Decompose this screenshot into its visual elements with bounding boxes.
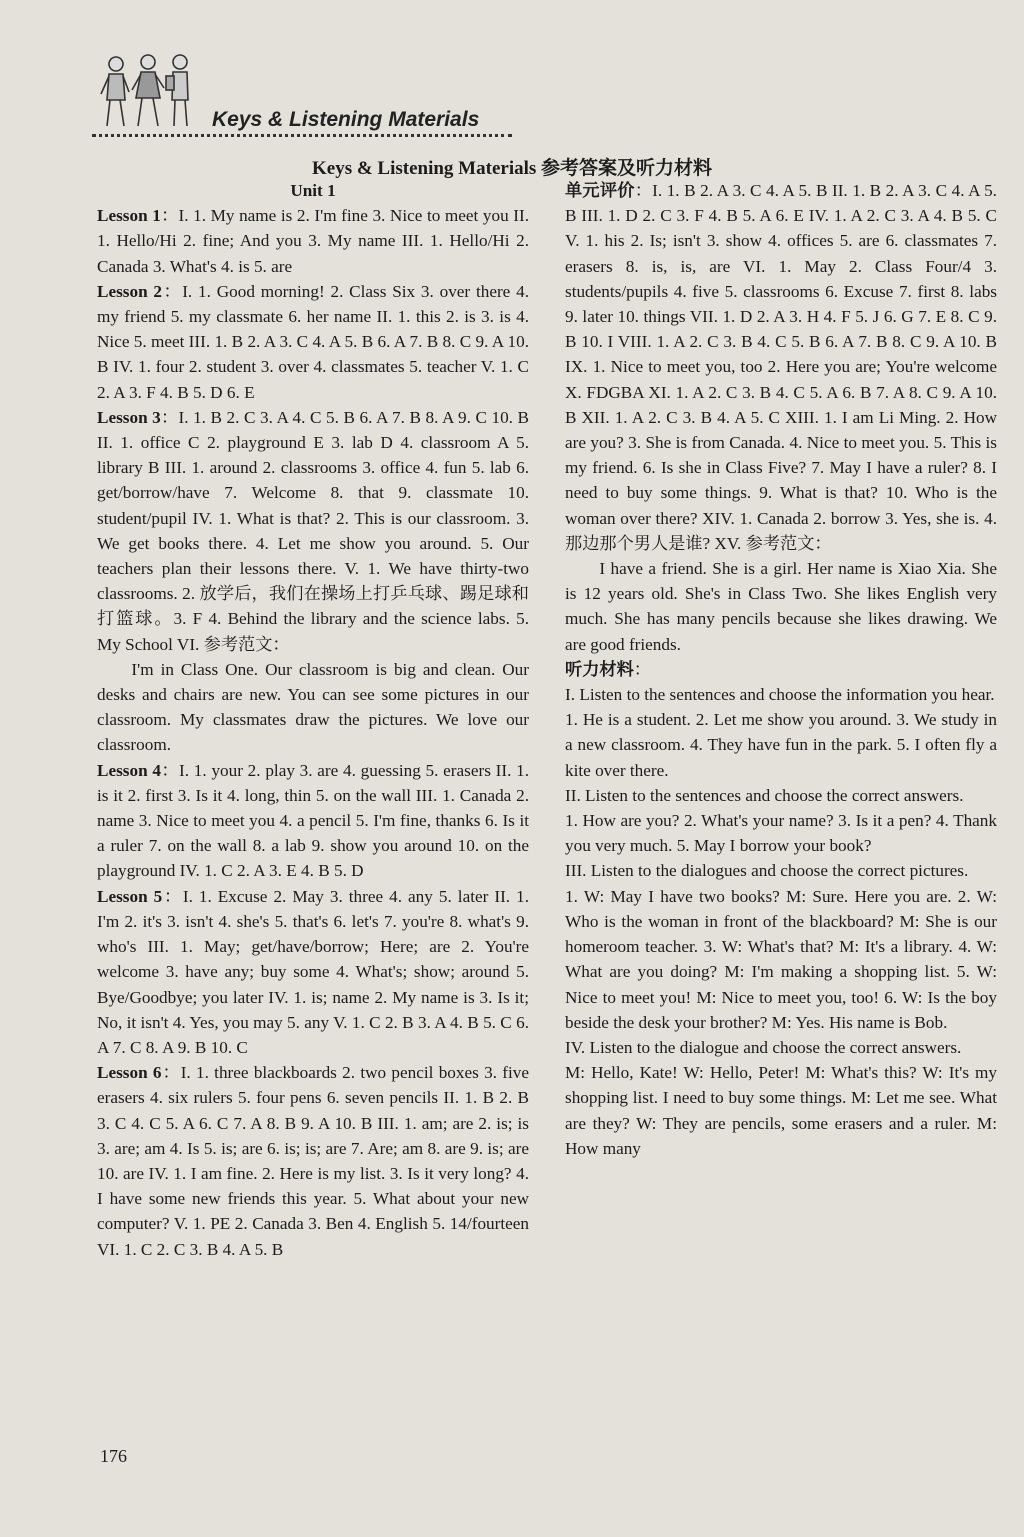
listening-heading bbox=[565, 657, 997, 682]
lesson-label: Lesson 5 bbox=[97, 886, 163, 906]
lesson-label: Lesson 1 bbox=[97, 206, 161, 226]
listening-instruction: III. Listen to the dialogues and choose the correct pictures. bbox=[565, 861, 969, 881]
page-number: 176 bbox=[100, 1446, 127, 1466]
answer-paragraph bbox=[97, 884, 529, 1060]
listening-script: 1. W: May I have two books? M: Sure. Here you are. 2. W: Who is the woman in front of the blackboard? M: She is our homeroom teacher. 3. W: What's that? M: It's a library. 4. W: What are you doing? M: I'm making a shopping list. 5. W: Nice to meet you! M: Nice to meet you, too! 6. W: Is the boy beside the desk your brother? M: Yes. His name is Bob. bbox=[565, 886, 997, 1032]
model-essay bbox=[97, 657, 529, 758]
page-header bbox=[80, 50, 520, 140]
answer-text: ：I. 1. B 2. A 3. C 4. A 5. B II. 1. B 2. A 3. C 4. A 5. B III. 1. D 2. C 3. F 4. B 5. A 6. E IV. 1. A 2. C 3. A 4. B 5. C V. 1. his 2. Is; isn't 3. show 4. offices 5. are 6. classmates 7. erasers 8. is, is, are VI. 1. May 2. Class Four/4 3. students/pupils 4. five 5. classrooms 6. Excuse 7. first 8. labs 9. later 10. things VII. 1. D 2. A 3. H 4. F 5. J 6. G 7. E 8. C 9. B 10. I VIII. 1. A 2. C 3. B 4. C 5. B 6. A 7. B 8. C 9. A 10. B IX. 1. Nice to meet you, too 2. Here you are; You're welcome X. FDGBA XI. 1. A 2. C 3. B 4. C 5. A 6. B 7. A 8. C 9. A 10. B XII. 1. A 2. C 3. B 4. A 5. C XIII. 1. I am Li Ming. 2. How are you? 3. She is from Canada. 4. Nice to meet you. 5. This is my friend. 6. Is she in Class Five? 7. May I have a ruler? 8. I need to buy some things. 9. What is that? 10. Who is the woman over there? XIV. 1. Canada 2. borrow 3. Yes, she is. 4. 那边那个男人是谁? XV. 参考范文： bbox=[565, 181, 997, 553]
answer-text: ：I. 1. B 2. C 3. A 4. C 5. B 6. A 7. B 8. A 9. C 10. B II. 1. office C 2. playground E 3. lab D 4. classroom A 5. library B III. 1. around 2. classrooms 3. office 4. fun 5. lab 6. get/borrow/have 7. Welcome 8. that 9. classmate 10. student/pupil IV. 1. What is that? 2. This is our classroom. 3. We get books there. 4. Let me show you around. 5. Our teachers plan their lessons there. V. 1. We have thirty-two classrooms. 2. 放学后，我们在操场上打乒乓球、踢足球和打篮球。3. F 4. Behind the library and the science labs. 5. My School VI. 参考范文： bbox=[97, 407, 530, 654]
listening-instruction: I. Listen to the sentences and choose the information you hear. bbox=[565, 685, 995, 705]
unit-title: Unit 1 bbox=[290, 181, 336, 200]
students-illustration-icon bbox=[98, 50, 198, 132]
lesson-label: Lesson 6 bbox=[97, 1063, 162, 1083]
header-title: Keys & Listening Materials bbox=[212, 108, 480, 131]
listening-script: 1. He is a student. 2. Let me show you around. 3. We study in a new classroom. 4. They have fun in the park. 5. I often fly a kite over there. bbox=[565, 710, 997, 780]
essay-text: I have a friend. She is a girl. Her name is Xiao Xia. She is 12 years old. She's in Class Two. She likes English very much. She has many pencils because she likes drawing. We are good friends. bbox=[565, 559, 997, 654]
answer-paragraph bbox=[97, 758, 529, 884]
answer-paragraph bbox=[97, 1060, 529, 1262]
listening-instruction: IV. Listen to the dialogue and choose the correct answers. bbox=[565, 1037, 962, 1057]
section-label: 听力材料 bbox=[565, 659, 634, 679]
section-label: 单元评价 bbox=[565, 181, 635, 200]
listening-instruction: II. Listen to the sentences and choose the correct answers. bbox=[565, 785, 964, 805]
model-essay bbox=[565, 556, 997, 657]
answer-text: ：I. 1. My name is 2. I'm fine 3. Nice to meet you II. 1. Hello/Hi 2. fine; And you 3. My name III. 1. Hello/Hi 2. Canada 3. What's 4. is 5. are bbox=[97, 206, 529, 276]
essay-text: I'm in Class One. Our classroom is big and clean. Our desks and chairs are new. You can see some pictures in our classroom. My classmates draw the pictures. We love our classroom. bbox=[97, 659, 529, 755]
listening-script: 1. How are you? 2. What's your name? 3. Is it a pen? 4. Thank you very much. 5. May I borrow your book? bbox=[565, 811, 997, 856]
left-column bbox=[97, 178, 529, 1262]
lesson-label: Lesson 3 bbox=[97, 407, 161, 427]
lesson-label: Lesson 4 bbox=[97, 760, 161, 780]
answer-text: ：I. 1. three blackboards 2. two pencil boxes 3. five erasers 4. six rulers 5. four pens 6. seven pencils II. 1. B 2. B 3. C 4. C 5. A 6. C 7. A 8. B 9. A 10. B III. 1. am; are 2. is; is 3. are; am 4. Is 5. is; are 6. is; is; are 7. Are; am 8. are 9. is; are 10. are IV. 1. I am fine. 2. Here is my list. 3. Is it very long? 4. I have some new friends this year. 5. What about your new computer? V. 1. PE 2. Canada 3. Ben 4. English 5. 14/fourteen VI. 1. C 2. C 3. B 4. A 5. B bbox=[97, 1063, 529, 1259]
answer-text: ：I. 1. your 2. play 3. are 4. guessing 5. erasers II. 1. is it 2. first 3. Is it 4. long, thin 5. on the wall III. 1. Canada 2. name 3. Nice to meet you 4. a pencil 5. I'm fine, thanks 6. Is it a ruler 7. on the wall 8. a lab 9. show you around 10. on the playground IV. 1. C 2. A 3. E 4. B 5. D bbox=[97, 760, 529, 881]
page-title: Keys & Listening Materials 参考答案及听力材料 bbox=[311, 158, 713, 179]
answer-paragraph bbox=[97, 405, 529, 657]
lesson-label: Lesson 2 bbox=[97, 281, 163, 301]
answer-text: ：I. 1. Good morning! 2. Class Six 3. over there 4. my friend 5. my classmate 6. her name II. 1. this 2. is 3. is 4. Nice 5. meet III. 1. B 2. A 3. C 4. A 5. B 6. A 7. B 8. C 9. A 10. B IV. 1. four 2. student 3. over 4. classmates 5. teacher V. 1. C 2. A 3. F 4. B 5. D 6. E bbox=[97, 281, 529, 402]
heading-colon: ： bbox=[633, 659, 651, 679]
answer-paragraph bbox=[97, 279, 529, 405]
right-column bbox=[565, 178, 997, 1161]
listening-script: M: Hello, Kate! W: Hello, Peter! M: What's this? W: It's my shopping list. I need to buy some things. M: Let me see. What are they? W: They are pencils, some erasers and a ruler. M: How many bbox=[565, 1063, 997, 1158]
answer-paragraph bbox=[97, 203, 529, 279]
answer-text: ：I. 1. Excuse 2. May 3. three 4. any 5. later II. 1. I'm 2. it's 3. isn't 4. she's 5. that's 6. let's 7. you're 8. what's 9. who's III. 1. May; get/have/borrow; Here; are 2. You're welcome 3. have any; buy some 4. What's; show; around 5. Bye/Goodbye; you later IV. 1. is; name 2. My name is 3. Is it; No, it isn't 4. Yes, you may 5. any V. 1. C 2. B 3. A 4. B 5. C 6. A 7. C 8. A 9. B 10. C bbox=[97, 886, 529, 1057]
answer-paragraph bbox=[565, 178, 997, 556]
header-divider bbox=[92, 134, 512, 137]
